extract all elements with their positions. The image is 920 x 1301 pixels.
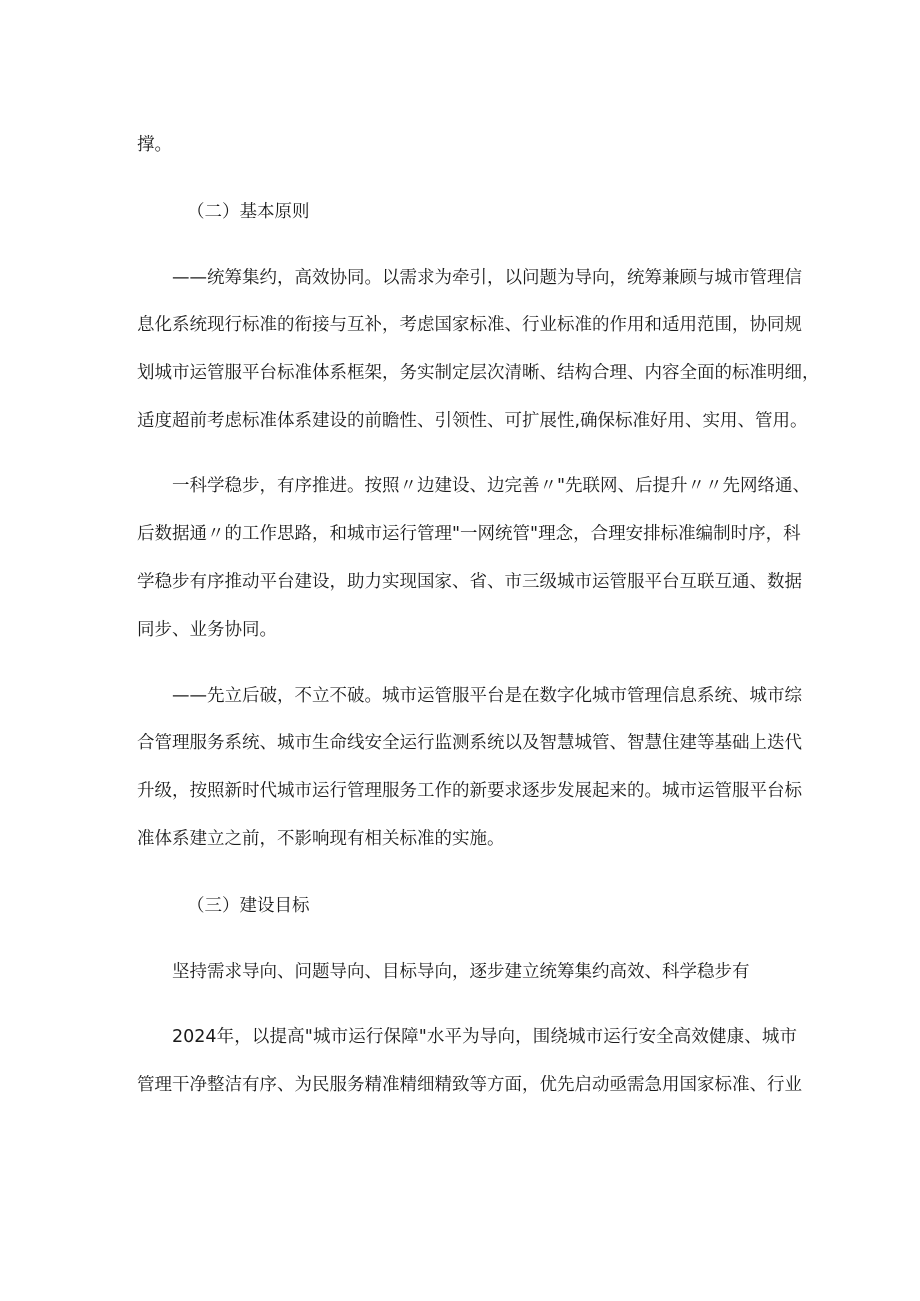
section-heading-basic-principles: （二）基本原则 [187, 202, 310, 222]
paragraph-line: 同步、业务协同。 [137, 620, 277, 640]
paragraph-line: 坚持需求导向、问题导向、目标导向，逐步建立统筹集约高效、科学稳步有 [172, 962, 750, 982]
paragraph-line: 息化系统现行标准的衔接与互补，考虑国家标准、行业标准的作用和适用范围，协同规 [137, 315, 802, 335]
paragraph-line: 适度超前考虑标准体系建设的前瞻性、引领性、可扩展性,确保标准好用、实用、管用。 [137, 411, 808, 431]
paragraph-line: 升级，按照新时代城市运行管理服务工作的新要求逐步发展起来的。城市运管服平台标 [137, 781, 802, 801]
paragraph-line: 划城市运管服平台标准体系框架，务实制定层次清晰、结构合理、内容全面的标准明细， [137, 363, 820, 383]
paragraph-line: ——统筹集约，高效协同。以需求为牵引，以问题为导向，统筹兼顾与城市管理信 [172, 268, 802, 288]
paragraph-line: 一科学稳步，有序推进。按照〃边建设、边完善〃"先联网、后提升〃〃先网络通、 [172, 476, 811, 496]
paragraph-line: 2024年，以提高"城市运行保障"水平为导向，围绕城市运行安全高效健康、城市 [172, 1027, 797, 1047]
paragraph-line: 后数据通〃的工作思路，和城市运行管理"一网统管"理念，合理安排标准编制时序，科 [137, 524, 801, 544]
section-heading-construction-goals: （三）建设目标 [187, 896, 310, 916]
paragraph-line: 准体系建立之前，不影响现有相关标准的实施。 [137, 829, 505, 849]
paragraph-line: 撑。 [137, 135, 172, 155]
paragraph-line: ——先立后破，不立不破。城市运管服平台是在数字化城市管理信息系统、城市综 [172, 686, 802, 706]
paragraph-line: 学稳步有序推动平台建设，助力实现国家、省、市三级城市运管服平台互联互通、数据 [137, 572, 802, 592]
paragraph-line: 管理干净整洁有序、为民服务精准精细精致等方面，优先启动亟需急用国家标准、行业 [137, 1075, 802, 1095]
paragraph-line: 合管理服务系统、城市生命线安全运行监测系统以及智慧城管、智慧住建等基础上迭代 [137, 733, 802, 753]
